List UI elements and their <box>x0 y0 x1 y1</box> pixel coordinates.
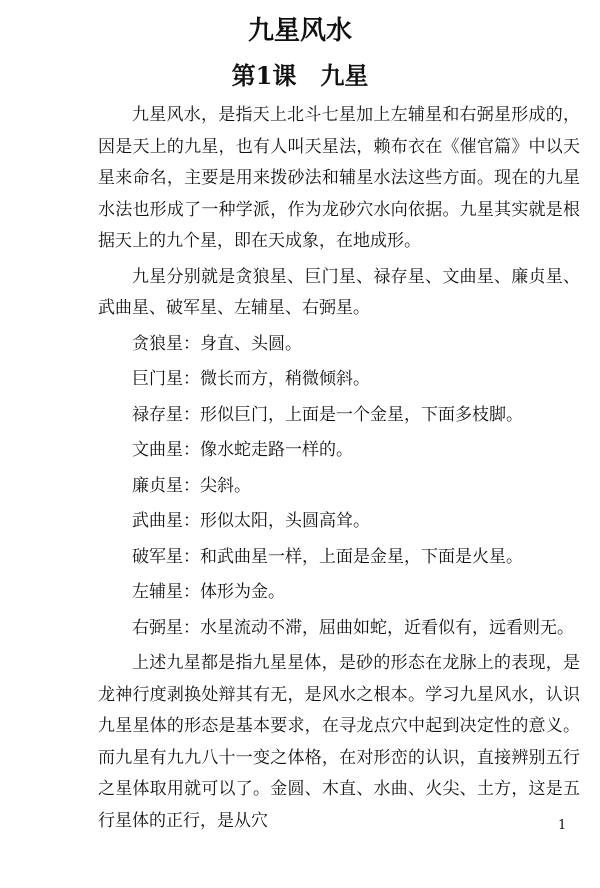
star-desc: ：形似巨门，上面是一个金星，下面多枝脚。 <box>183 404 523 425</box>
star-name: 破军星 <box>132 546 183 567</box>
lesson-title: 第1课 九星 <box>231 61 369 90</box>
star-desc: ：像水蛇走路一样的。 <box>183 440 353 460</box>
star-list-paragraph: 九星分别就是贪狼星、巨门星、禄存星、文曲星、廉贞星、武曲星、破军星、左辅星、右弼星。 <box>98 266 580 318</box>
star-item-lucun <box>98 400 580 432</box>
star-name: 左辅星 <box>132 582 183 602</box>
star-item-lianzhen <box>98 471 580 503</box>
star-item-zuofu <box>98 577 580 609</box>
star-name: 武曲星 <box>132 511 183 531</box>
star-item-youbi <box>98 613 580 645</box>
star-desc: ：尖斜。 <box>183 475 251 496</box>
page-number: 1 <box>558 818 567 833</box>
closing-paragraph: 上述九星都是指九星星体，是砂的形态在龙脉上的表现，是龙神行度剥换处辩其有无，是风水之根本。学习九星风水，认识九星星体的形态是基本要求，在寻龙点穴中起到决定性的意义。而九星有九九八十一变之体格，在对形峦的认识，直接辨别五行之星体取用就可以了。金圆、木直、水曲、火尖、土方，这是五行星体的正行，是从穴 <box>98 653 580 831</box>
star-desc: ：和武曲星一样，上面是金星，下面是火星。 <box>183 546 523 567</box>
star-item-tanlang <box>98 329 580 361</box>
star-item-jumen <box>98 364 580 396</box>
star-item-pojun <box>98 542 580 574</box>
star-item-wenqu <box>98 435 580 467</box>
document-body <box>98 100 580 841</box>
document-title: 九星风水 <box>247 16 352 46</box>
star-desc: ：微长而方，稍微倾斜。 <box>183 369 370 389</box>
star-desc: ：形似太阳，头圆高耸。 <box>183 511 370 531</box>
intro-paragraph: 九星风水，是指天上北斗七星加上左辅星和右弼星形成的，因是天上的九星，也有人叫天星法，赖布衣在《催官篇》中以天星来命名，主要是用来拨砂法和辅星水法这些方面。现在的九星水法也形成了一种学派，作为龙砂穴水向依据。九星其实就是根据天上的九个星，即在天成象，在地成形。 <box>98 105 580 251</box>
star-desc: ：体形为金。 <box>183 582 285 602</box>
star-name: 禄存星 <box>132 404 183 425</box>
star-desc: ：身直、头圆。 <box>183 333 302 354</box>
star-item-wuqu <box>98 506 580 538</box>
star-name: 贪狼星 <box>132 333 183 354</box>
star-name: 文曲星 <box>132 440 183 460</box>
star-name: 巨门星 <box>132 369 183 389</box>
star-name: 右弼星 <box>132 617 183 638</box>
star-name: 廉贞星 <box>132 475 183 496</box>
star-desc: ：水星流动不滞，屈曲如蛇，近看似有，远看则无。 <box>183 617 574 638</box>
